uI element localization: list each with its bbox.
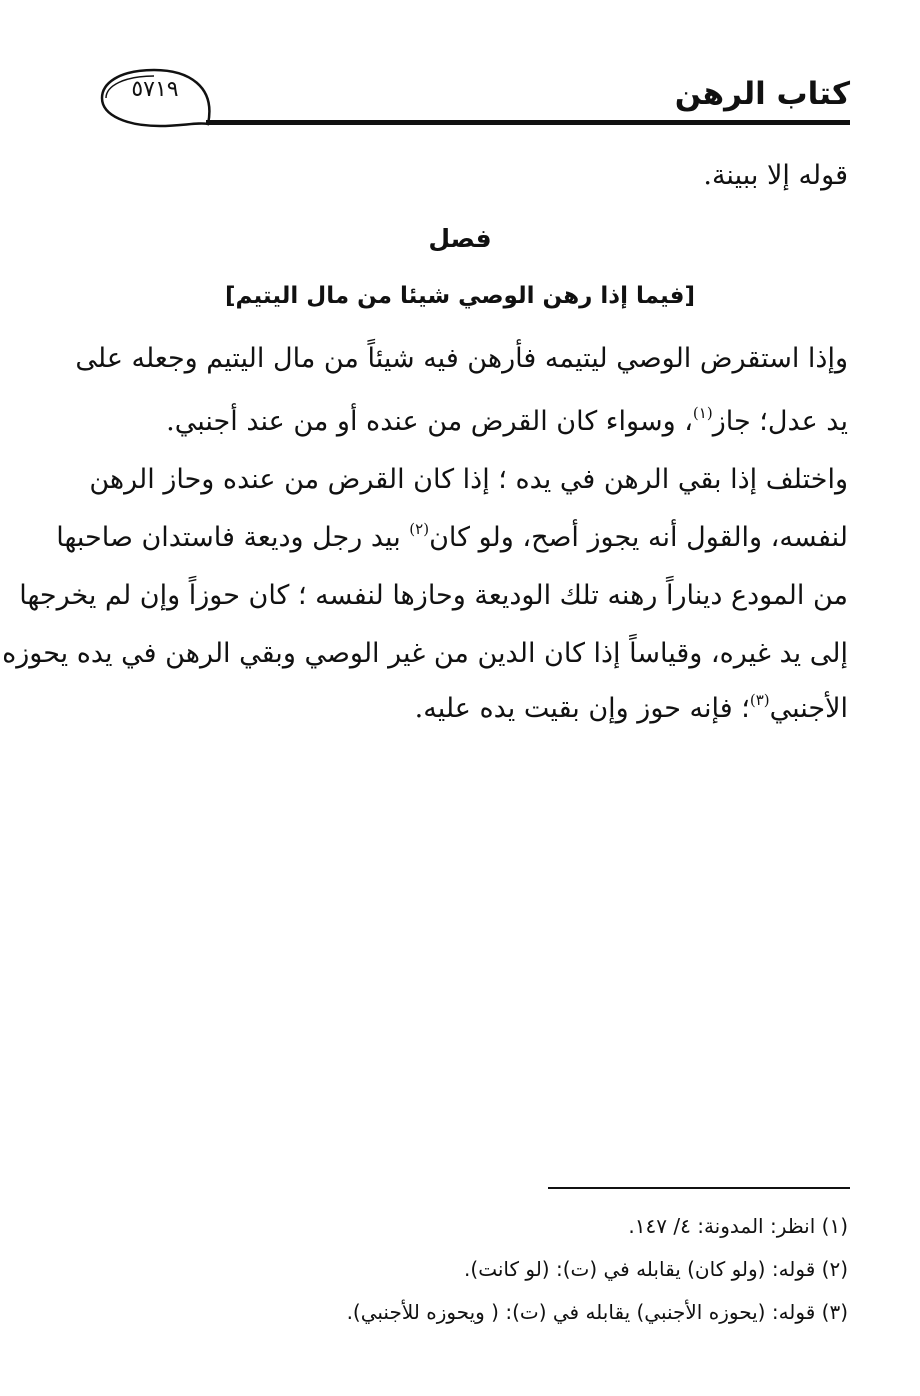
paragraph-2-line-1: واختلف إذا بقي الرهن في يده ؛ إذا كان القرض من عنده وحاز الرهن [89, 464, 848, 495]
paragraph-2-line-4: إلى يد غيره، وقياساً إذا كان الدين من غير الوصي وبقي الرهن في يده يحوزه [2, 638, 848, 669]
footnote-ref-2: (٢) [409, 520, 430, 538]
paragraph-2-line-2-start: لنفسه، والقول أنه يجوز أصح، ولو كان [429, 522, 848, 553]
paragraph-1-line-2-end: ، وسواء كان القرض من عنده أو من عند أجنبي. [166, 406, 693, 437]
paragraph-1-line-2-start: يد عدل؛ جاز [712, 406, 848, 437]
page-number-badge [98, 66, 212, 124]
paragraph-2-line-5-start: الأجنبي [769, 693, 848, 724]
page-header [98, 62, 850, 132]
footnote-2: (٢) قوله: (ولو كان) يقابله في (ت): (لو كانت). [464, 1257, 848, 1281]
paragraph-2-line-5-end: ؛ فإنه حوز وإن بقيت يده عليه. [414, 693, 750, 724]
opening-line: قوله إلا ببينة. [703, 160, 848, 191]
paragraph-1-line-1: وإذا استقرض الوصي ليتيمه فأرهن فيه شيئاً من مال اليتيم وجعله على [75, 343, 848, 374]
footnote-ref-3: (٣) [749, 691, 770, 709]
paragraph-2-line-5 [110, 693, 848, 724]
header-rule [206, 120, 850, 125]
footnote-separator [548, 1187, 850, 1189]
paragraph-1-line-2 [110, 406, 848, 437]
section-heading: فصل [428, 224, 492, 253]
footnote-3: (٣) قوله: (يحوزه الأجنبي) يقابله في (ت): ( ويحوزه للأجنبي). [346, 1300, 848, 1324]
section-subheading: [فيما إذا رهن الوصي شيئا من مال اليتيم] [225, 283, 695, 309]
page-number: ٥٧١٩ [131, 77, 179, 102]
footnote-ref-1: (١) [692, 404, 713, 422]
paragraph-2-line-3: من المودع ديناراً رهنه تلك الوديعة وحازها لنفسه ؛ كان حوزاً وإن لم يخرجها [19, 580, 848, 611]
paragraph-2-line-2-end: بيد رجل وديعة فاستدان صاحبها [56, 522, 410, 553]
running-title: كتاب الرهن [674, 76, 850, 112]
footnote-1: (١) انظر: المدونة: ٤/ ١٤٧. [628, 1214, 848, 1238]
paragraph-2-line-2 [56, 520, 848, 553]
